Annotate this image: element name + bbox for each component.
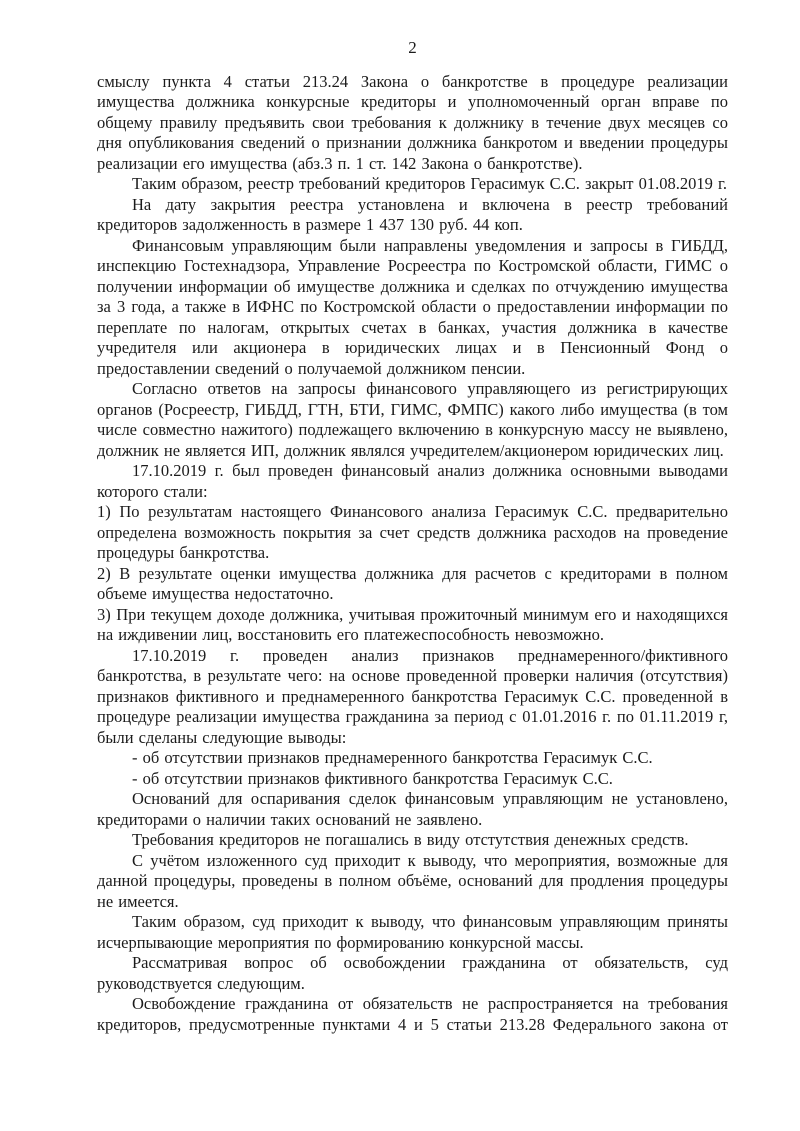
list-item-2: 2) В результате оценки имущества должника для расчетов с кредиторами в полном объеме имущества недостаточно. bbox=[97, 563, 728, 603]
paragraph: На дату закрытия реестра установлена и включена в реестр требований кредиторов задолженность в размере 1 437 130 руб. 44 коп. bbox=[97, 194, 728, 234]
document-body bbox=[97, 72, 728, 1036]
list-item-3: 3) При текущем доходе должника, учитывая прожиточный минимум его и находящихся на иждивении лиц, восстановить его платежеспособность невозможно. bbox=[97, 604, 728, 644]
paragraph: Рассматривая вопрос об освобождении гражданина от обязательств, суд руководствуется следующим. bbox=[97, 953, 728, 993]
paragraph-continues-next-page: Освобождение гражданина от обязательств не распространяется на требования кредиторов, предусмотренные пунктами 4 и 5 статьи 213.28 Федерального закона от bbox=[97, 994, 728, 1034]
paragraph: Оснований для оспаривания сделок финансовым управляющим не установлено, кредиторами о наличии таких оснований не заявлено. bbox=[97, 789, 728, 829]
conclusion-item: - об отсутствии признаков преднамеренного банкротства Герасимук С.С. bbox=[132, 748, 653, 767]
paragraph: Согласно ответов на запросы финансового управляющего из регистрирующих органов (Росреестр, ГИБДД, ГТН, БТИ, ГИМС, ФМПС) какого либо имущества (в том числе совместно нажитого) подлежащего включению в конкурсную массу не выявлено, должник не является ИП, должник являлся учредителем/акционером юридических лиц. bbox=[97, 379, 728, 460]
paragraph: Таким образом, суд приходит к выводу, что финансовым управляющим приняты исчерпывающие мероприятия по формированию конкурсной массы. bbox=[97, 912, 728, 952]
paragraph: 17.10.2019 г. был проведен финансовый анализ должника основными выводами которого стали: bbox=[97, 461, 728, 501]
page-number: 2 bbox=[408, 38, 417, 57]
paragraph: Таким образом, реестр требований кредиторов Герасимук С.С. закрыт 01.08.2019 г. bbox=[132, 174, 727, 193]
paragraph: Финансовым управляющим были направлены уведомления и запросы в ГИБДД, инспекцию Гостехнадзора, Управление Росреестра по Костромской области, ГИМС о получении информации об имуществе должника и сделках по отчуждению имущества за 3 года, а также в ИФНС по Костромской области о предоставлении информации по переплате по налогам, открытых счетах в банках, участия должника в качестве учредителя или акционера в юридических лицах и в Пенсионный Фонд о предоставлении сведений о получаемой должником пенсии. bbox=[97, 235, 728, 378]
list-item-1: 1) По результатам настоящего Финансового анализа Герасимук С.С. предварительно определена возможность покрытия за счет средств должника расходов на проведение процедуры банкротства. bbox=[97, 502, 728, 562]
paragraph: Требования кредиторов не погашались в виду отстутствия денежных средств. bbox=[132, 830, 689, 849]
paragraph: 17.10.2019 г. проведен анализ признаков преднамеренного/фиктивного банкротства, в результате чего: на основе проведенной проверки наличия (отсутствия) признаков фиктивного и преднамеренного банкротства Герасимук С.С. проведенной в процедуре реализации имущества гражданина за период с 01.01.2016 г. по 01.11.2019 г, были сделаны следующие выводы: bbox=[97, 645, 728, 747]
paragraph-continuation: смыслу пункта 4 статьи 213.24 Закона о банкротстве в процедуре реализации имущества должника конкурсные кредиторы и уполномоченный орган вправе по общему правилу предъявить свои требования к должнику в течение двух месяцев со дня опубликования сведений о признании должника банкротом и введении процедуры реализации его имущества (абз.3 п. 1 ст. 142 Закона о банкротстве). bbox=[97, 71, 728, 173]
paragraph: С учётом изложенного суд приходит к выводу, что мероприятия, возможные для данной процедуры, проведены в полном объёме, оснований для продления процедуры не имеется. bbox=[97, 850, 728, 911]
conclusion-item: - об отсутствии признаков фиктивного банкротства Герасимук С.С. bbox=[132, 768, 613, 788]
